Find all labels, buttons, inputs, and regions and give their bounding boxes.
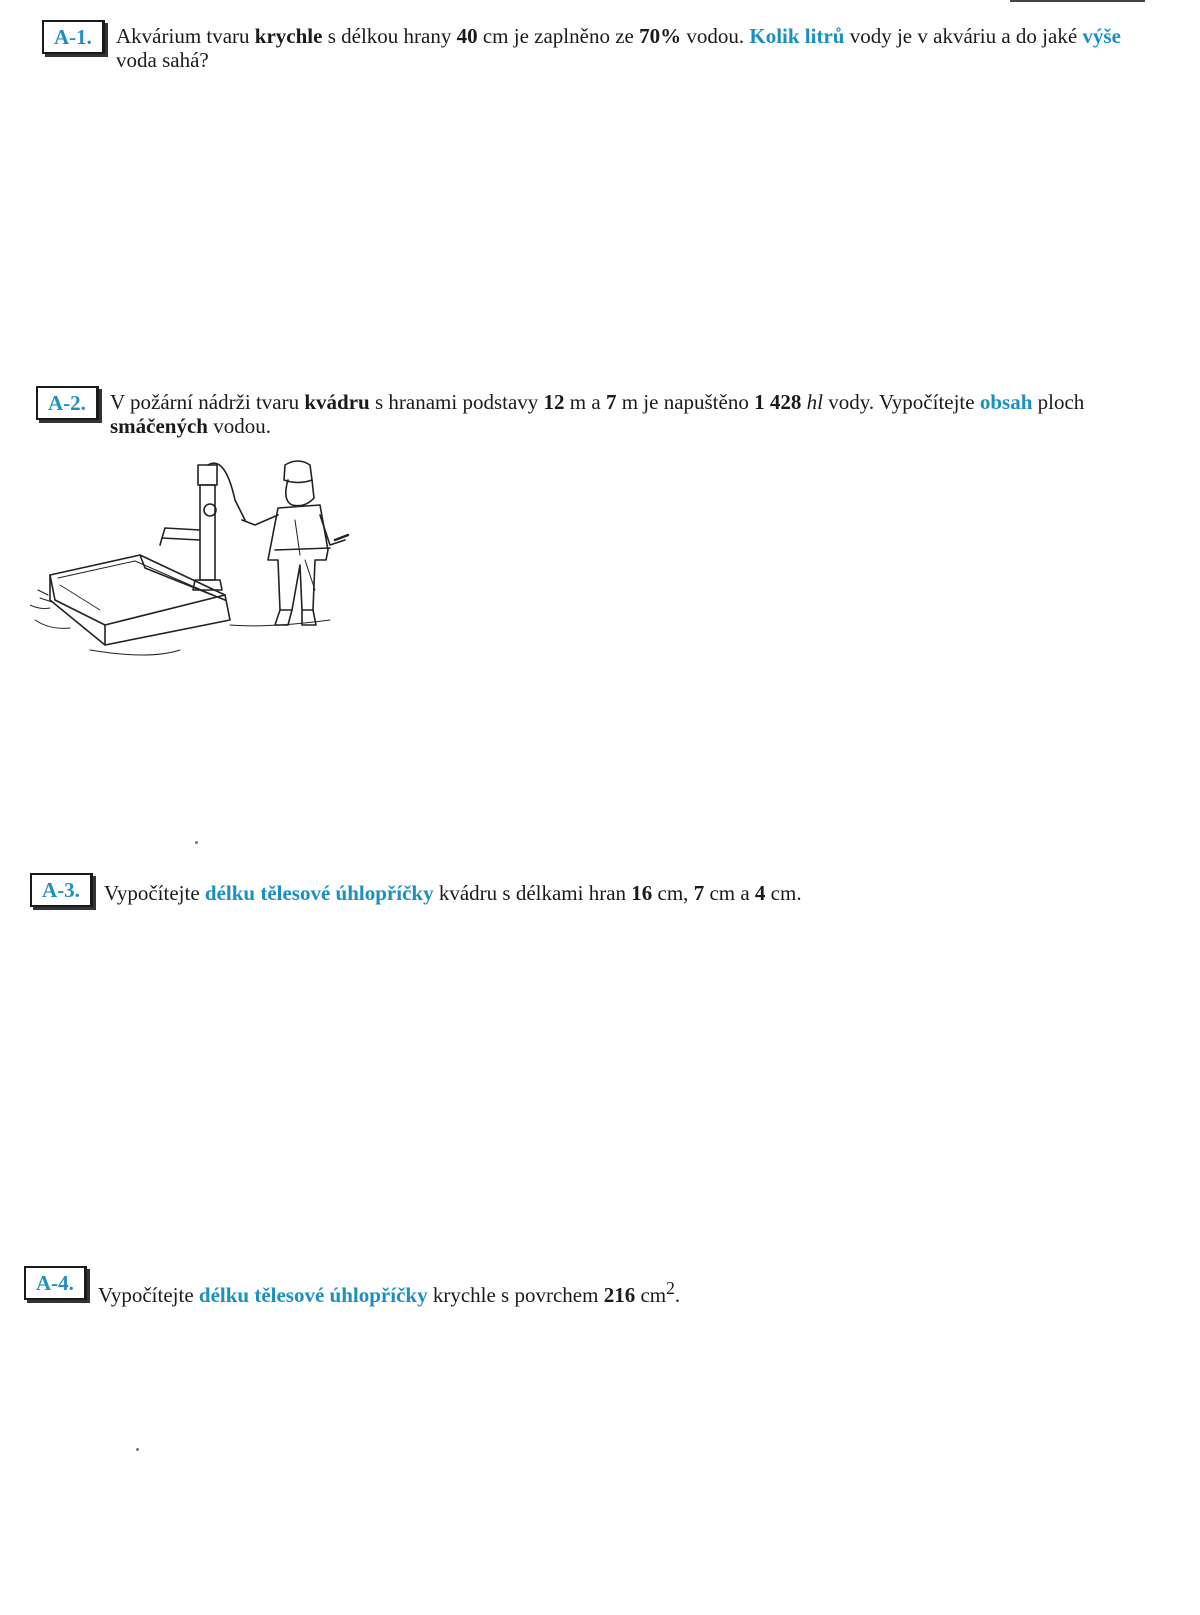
task-text-part: kvádru s délkami hran xyxy=(433,881,632,905)
task-text-part: 4 xyxy=(754,881,766,905)
task-text-part: ploch xyxy=(1032,390,1085,414)
task-text-part: 12 xyxy=(543,390,565,414)
task-text-part: m a xyxy=(564,390,606,414)
task-label: A-3. xyxy=(30,873,93,907)
task-label: A-1. xyxy=(42,20,105,54)
task-text-part: 40 xyxy=(456,24,478,48)
task-text-part: 70% xyxy=(639,24,682,48)
task-text-part: 7 xyxy=(605,390,617,414)
task-label: A-4. xyxy=(24,1266,87,1300)
task-text-part: Vypočítejte xyxy=(104,881,205,905)
task-text-part: voda sahá? xyxy=(116,48,209,72)
task-text-part: s délkou hrany xyxy=(322,24,457,48)
task-text-part: cm. xyxy=(765,881,802,905)
task-text-part: krychle xyxy=(254,24,323,48)
task-text xyxy=(104,881,1144,905)
task-text-part: výše xyxy=(1082,24,1121,48)
top-rule xyxy=(1010,0,1145,2)
task-text-part: cm, xyxy=(652,881,694,905)
task-text-part: cm xyxy=(635,1283,667,1307)
task-text-part: obsah xyxy=(979,390,1033,414)
task-text-part: Akvárium tvaru xyxy=(116,24,255,48)
task-text-part: vodou. xyxy=(208,414,271,438)
firefighter-illustration xyxy=(30,460,350,670)
task-text xyxy=(110,390,1150,438)
task-text-part: 216 xyxy=(603,1283,636,1307)
task-text xyxy=(116,24,1156,72)
scan-speck xyxy=(195,841,198,844)
task-text-part: m je napuštěno xyxy=(616,390,755,414)
task-label: A-2. xyxy=(36,386,99,420)
task-text-part: hl xyxy=(806,390,823,414)
task-text-part: délku tělesové úhlopříčky xyxy=(204,881,434,905)
task-text-part: 7 xyxy=(693,881,705,905)
task-text-part: krychle s povrchem xyxy=(427,1283,604,1307)
task-text-part: 2 xyxy=(666,1278,675,1298)
task-text-part: Kolik litrů xyxy=(749,24,845,48)
task-text-part: vodou. xyxy=(681,24,750,48)
task-text-part: 16 xyxy=(631,881,653,905)
task-text-part: 1 428 xyxy=(754,390,802,414)
task-text-part: cm je zaplněno ze xyxy=(477,24,640,48)
task-text-part: smáčených xyxy=(110,414,208,438)
task-text-part: . xyxy=(674,1283,681,1307)
task-text-part: cm a xyxy=(704,881,755,905)
task-text xyxy=(98,1276,1138,1307)
task-text-part: V požární nádrži tvaru xyxy=(110,390,305,414)
task-text-part: Vypočítejte xyxy=(98,1283,199,1307)
scan-speck xyxy=(136,1448,139,1451)
task-text-part: vody. Vypočítejte xyxy=(822,390,980,414)
task-text-part: kvádru xyxy=(304,390,370,414)
task-text-part: vody je v akváriu a do jaké xyxy=(844,24,1083,48)
task-text-part: s hranami podstavy xyxy=(369,390,544,414)
task-text-part: délku tělesové úhlopříčky xyxy=(198,1283,428,1307)
